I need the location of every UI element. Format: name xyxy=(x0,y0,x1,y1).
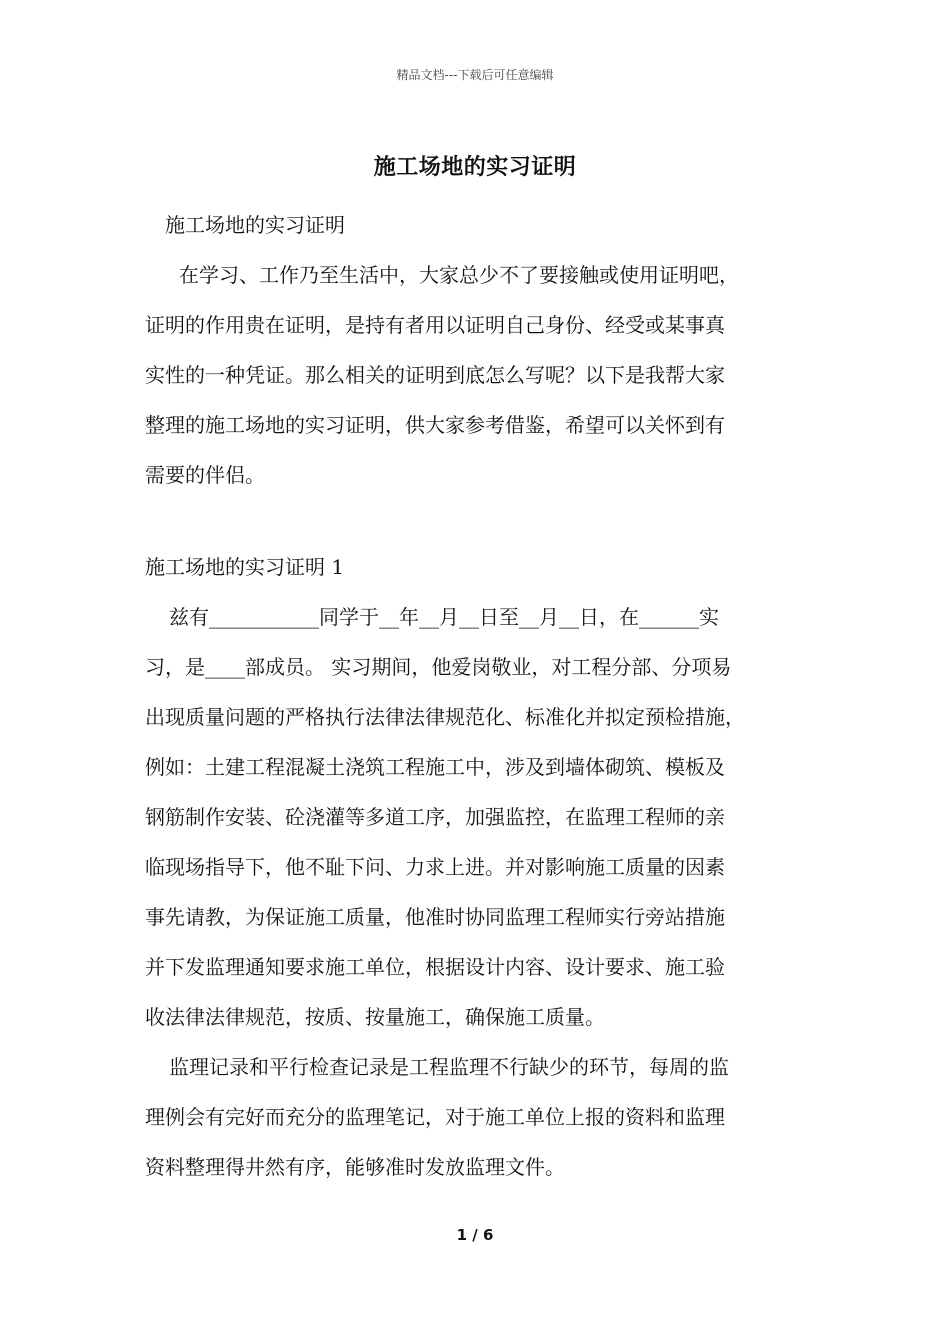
body-line: 习，是____部成员。 实习期间，他爱岗敬业，对工程分部、分项易 xyxy=(145,655,732,679)
section1-paragraph-2 xyxy=(145,1042,825,1192)
body-line: 理例会有完好而充分的监理笔记，对于施工单位上报的资料和监理 xyxy=(145,1105,725,1129)
body-line: 临现场指导下，他不耻下问、力求上进。并对影响施工质量的因素 xyxy=(145,855,725,879)
body-line: 钢筋制作安装、砼浇灌等多道工序，加强监控，在监理工程师的亲 xyxy=(145,805,725,829)
intro-line: 需要的伴侣。 xyxy=(145,463,265,487)
document-body xyxy=(145,200,825,1192)
intro-paragraph xyxy=(145,250,825,500)
body-line: 资料整理得井然有序，能够准时发放监理文件。 xyxy=(145,1155,565,1179)
section1-paragraph-1 xyxy=(145,592,825,1042)
body-line: 例如：土建工程混凝土浇筑工程施工中，涉及到墙体砌筑、模板及 xyxy=(145,755,725,779)
intro-line: 在学习、工作乃至生活中，大家总少不了要接触或使用证明吧， xyxy=(179,263,739,287)
page-header: 精品文档---下载后可任意编辑 xyxy=(396,68,554,82)
body-line: 兹有___________同学于__年__月__日至__月__日，在______实 xyxy=(169,605,719,629)
document-title: 施工场地的实习证明 xyxy=(373,154,577,180)
intro-line: 证明的作用贵在证明，是持有者用以证明自己身份、经受或某事真 xyxy=(145,313,725,337)
section-heading: 施工场地的实习证明 1 xyxy=(145,555,345,579)
page-number: 1 / 6 xyxy=(456,1226,494,1244)
body-line: 收法律法律规范，按质、按量施工，确保施工质量。 xyxy=(145,1005,605,1029)
document-subtitle: 施工场地的实习证明 xyxy=(165,213,345,237)
body-line: 出现质量问题的严格执行法律法律规范化、标准化并拟定预检措施， xyxy=(145,705,745,729)
body-line: 并下发监理通知要求施工单位，根据设计内容、设计要求、施工验 xyxy=(145,955,725,979)
body-line: 事先请教，为保证施工质量，他准时协同监理工程师实行旁站措施 xyxy=(145,905,725,929)
body-line: 监理记录和平行检查记录是工程监理不行缺少的环节，每周的监 xyxy=(169,1055,729,1079)
intro-line: 整理的施工场地的实习证明，供大家参考借鉴，希望可以关怀到有 xyxy=(145,413,725,437)
intro-line: 实性的一种凭证。那么相关的证明到底怎么写呢？以下是我帮大家 xyxy=(145,363,725,387)
paragraph-gap xyxy=(145,500,825,542)
